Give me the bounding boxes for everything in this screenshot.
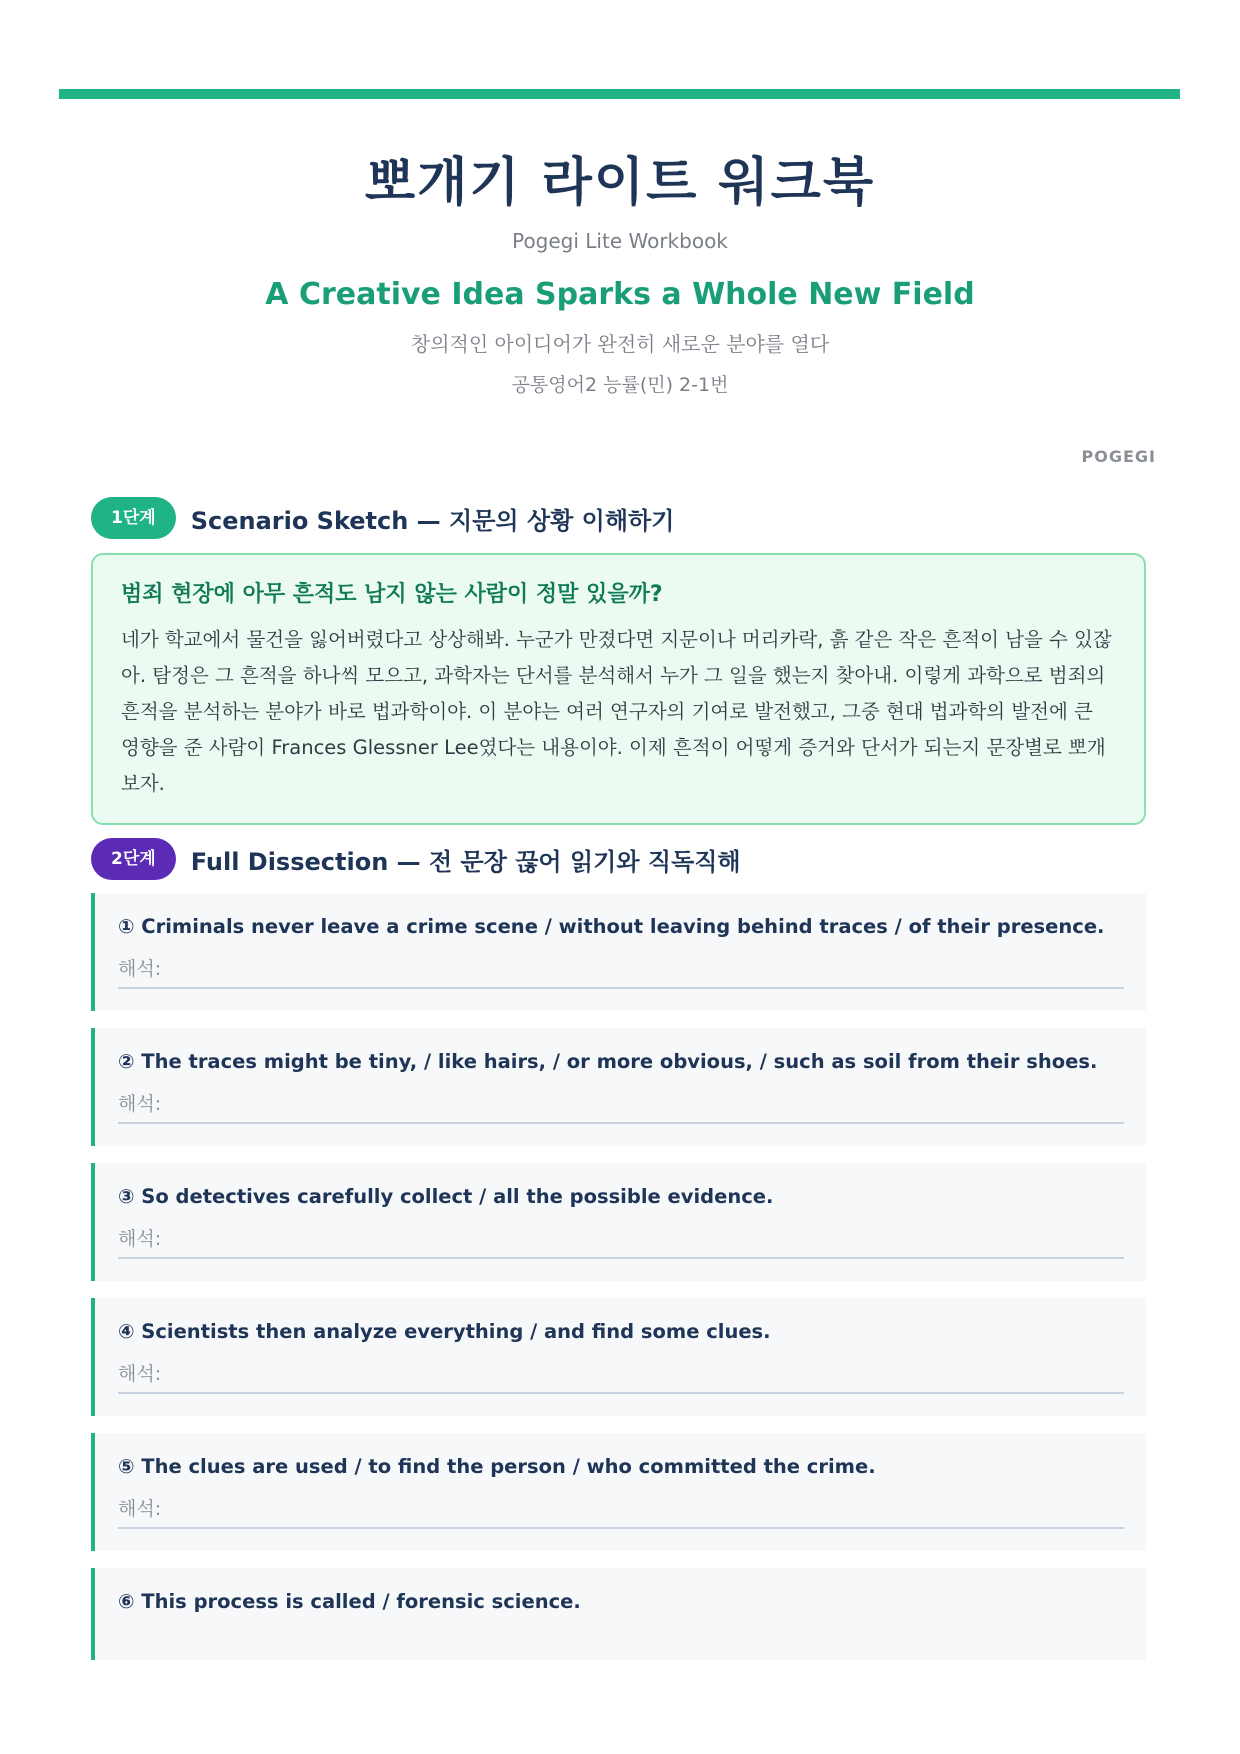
sentence-text: ① Criminals never leave a crime scene / without leaving behind traces / of their presence. [118,915,1105,938]
page-title: 뽀개기 라이트 워크북 [364,153,876,213]
sentence-text: ⑤ The clues are used / to find the person / who committed the crime. [118,1455,876,1478]
sentence-card [91,1433,1146,1551]
step2-header [91,838,741,880]
scenario-text: 네가 학교에서 물건을 잃어버렸다고 상상해봐. 누군가 만졌다면 지문이나 머리카락, 흙 같은 작은 흔적이 남을 수 있잖아. 탐정은 그 흔적을 하나씩 모으고, 과학자는 단서를 분석해서 누가 그 일을 했는지 찾아내. 이렇게 과학으로 범죄의 흔적을 분석하는 분야가 바로 법과학이야. 이 분야는 여러 연구자의 기여로 발전했고, 그중 현대 법과학의 발전에 큰 영향을 준 사람이 Frances Glessner Lee였다는 내용이야. 이제 흔적이 어떻게 증거와 단서가 되는지 문장별로 뽀개 보자. [121,628,1112,795]
sentence-card [91,1298,1146,1416]
sentence-text: ⑥ This process is called / forensic science. [118,1590,581,1613]
step1-header [91,497,674,539]
brand-label: POGEGI [1081,447,1156,466]
passage-source: 공통영어2 능률(민) 2-1번 [511,374,729,396]
translation-answer-line[interactable]: 해석: [118,952,1124,989]
translation-answer-line[interactable]: 해석: [118,1087,1124,1124]
passage-headline-korean: 창의적인 아이디어가 완전히 새로운 분야를 열다 [410,332,830,356]
page-subtitle: Pogegi Lite Workbook [512,229,728,253]
translation-answer-line[interactable]: 해석: [118,1492,1124,1529]
step2-title: Full Dissection — 전 문장 끊어 읽기와 직독직해 [190,847,741,876]
top-accent-bar [59,89,1180,99]
sentence-text: ③ So detectives carefully collect / all the possible evidence. [118,1185,774,1208]
scenario-question: 범죄 현장에 아무 흔적도 남지 않는 사람이 정말 있을까? [121,582,663,607]
sentence-text: ④ Scientists then analyze everything / and find some clues. [118,1320,771,1343]
sentence-card [91,1163,1146,1281]
scenario-box [91,553,1146,825]
step1-badge: 1단계 [91,497,176,539]
passage-headline: A Creative Idea Sparks a Whole New Field [265,277,975,312]
translation-answer-line[interactable]: 해석: [118,1222,1124,1259]
sentence-text: ② The traces might be tiny, / like hairs, / or more obvious, / such as soil from their shoes. [118,1050,1098,1073]
translation-answer-line[interactable]: 해석: [118,1357,1124,1394]
step2-badge: 2단계 [91,838,176,880]
sentence-card [91,1028,1146,1146]
sentence-card [91,1568,1146,1660]
sentence-card [91,893,1146,1011]
step1-title: Scenario Sketch — 지문의 상황 이해하기 [190,506,675,535]
